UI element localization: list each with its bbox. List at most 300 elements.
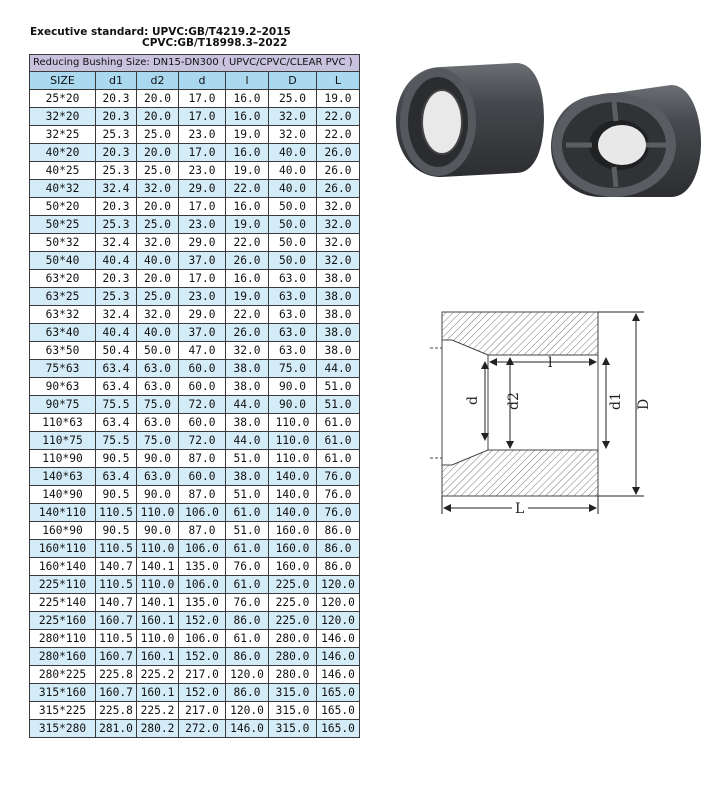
value-cell: 76.0 [226, 594, 269, 612]
size-cell: 160*90 [30, 522, 96, 540]
value-cell: 20.3 [96, 90, 137, 108]
value-cell: 90.0 [269, 396, 317, 414]
value-cell: 106.0 [179, 504, 226, 522]
value-cell: 280.2 [137, 720, 179, 738]
standard-line-1: Executive standard: UPVC:GB/T4219.2–2015 [30, 26, 291, 38]
standard-line-2: CPVC:GB/T18998.3–2022 [142, 37, 288, 49]
value-cell: 26.0 [317, 180, 360, 198]
value-cell: 25.0 [137, 126, 179, 144]
value-cell: 44.0 [226, 396, 269, 414]
value-cell: 160.1 [137, 612, 179, 630]
table-row [30, 558, 360, 576]
value-cell: 38.0 [317, 306, 360, 324]
value-cell: 23.0 [179, 126, 226, 144]
value-cell: 16.0 [226, 198, 269, 216]
value-cell: 17.0 [179, 90, 226, 108]
value-cell: 165.0 [317, 684, 360, 702]
value-cell: 120.0 [317, 612, 360, 630]
value-cell: 32.0 [137, 306, 179, 324]
value-cell: 110.5 [96, 576, 137, 594]
value-cell: 17.0 [179, 270, 226, 288]
table-row [30, 612, 360, 630]
value-cell: 20.0 [137, 108, 179, 126]
value-cell: 38.0 [317, 270, 360, 288]
size-cell: 280*160 [30, 648, 96, 666]
table-row [30, 288, 360, 306]
value-cell: 165.0 [317, 702, 360, 720]
value-cell: 22.0 [226, 234, 269, 252]
label-l: l [548, 355, 553, 371]
value-cell: 25.0 [137, 216, 179, 234]
table-row [30, 594, 360, 612]
value-cell: 72.0 [179, 432, 226, 450]
value-cell: 50.4 [96, 342, 137, 360]
value-cell: 146.0 [317, 630, 360, 648]
value-cell: 22.0 [226, 180, 269, 198]
value-cell: 160.7 [96, 612, 137, 630]
label-d: d [465, 396, 481, 405]
value-cell: 225.0 [269, 594, 317, 612]
value-cell: 76.0 [317, 486, 360, 504]
value-cell: 63.0 [269, 342, 317, 360]
column-header: D [269, 72, 317, 90]
value-cell: 146.0 [317, 666, 360, 684]
value-cell: 160.0 [269, 522, 317, 540]
table-row [30, 324, 360, 342]
table-row [30, 540, 360, 558]
value-cell: 40.4 [96, 324, 137, 342]
value-cell: 90.0 [137, 522, 179, 540]
value-cell: 61.0 [317, 450, 360, 468]
label-d1: d1 [608, 392, 624, 410]
value-cell: 38.0 [317, 288, 360, 306]
value-cell: 38.0 [226, 378, 269, 396]
table-row [30, 576, 360, 594]
value-cell: 225.0 [269, 612, 317, 630]
size-cell: 63*20 [30, 270, 96, 288]
value-cell: 217.0 [179, 666, 226, 684]
size-cell: 225*140 [30, 594, 96, 612]
value-cell: 25.0 [137, 288, 179, 306]
value-cell: 63.4 [96, 414, 137, 432]
table-row [30, 216, 360, 234]
size-cell: 40*25 [30, 162, 96, 180]
value-cell: 146.0 [226, 720, 269, 738]
dimension-L [442, 496, 598, 517]
value-cell: 25.3 [96, 216, 137, 234]
value-cell: 40.0 [269, 162, 317, 180]
size-cell: 63*50 [30, 342, 96, 360]
value-cell: 51.0 [226, 522, 269, 540]
value-cell: 63.0 [269, 306, 317, 324]
table-body [30, 90, 360, 738]
table-title: Reducing Bushing Size: DN15-DN300 ( UPVC/CPVC/CLEAR PVC ) [30, 55, 360, 72]
value-cell: 23.0 [179, 162, 226, 180]
label-D: D [636, 398, 652, 410]
value-cell: 75.5 [96, 396, 137, 414]
size-cell: 63*32 [30, 306, 96, 324]
value-cell: 225.2 [137, 702, 179, 720]
value-cell: 90.0 [269, 378, 317, 396]
value-cell: 38.0 [226, 414, 269, 432]
size-cell: 32*20 [30, 108, 96, 126]
value-cell: 22.0 [226, 306, 269, 324]
value-cell: 32.0 [317, 216, 360, 234]
value-cell: 225.8 [96, 702, 137, 720]
value-cell: 26.0 [317, 144, 360, 162]
table-row [30, 396, 360, 414]
value-cell: 29.0 [179, 234, 226, 252]
size-cell: 280*225 [30, 666, 96, 684]
value-cell: 19.0 [226, 216, 269, 234]
table-row [30, 486, 360, 504]
value-cell: 25.3 [96, 288, 137, 306]
value-cell: 20.3 [96, 108, 137, 126]
value-cell: 165.0 [317, 720, 360, 738]
value-cell: 140.0 [269, 486, 317, 504]
column-header: l [226, 72, 269, 90]
value-cell: 32.0 [317, 198, 360, 216]
value-cell: 75.0 [137, 396, 179, 414]
size-cell: 110*63 [30, 414, 96, 432]
value-cell: 51.0 [317, 378, 360, 396]
value-cell: 63.4 [96, 378, 137, 396]
value-cell: 146.0 [317, 648, 360, 666]
table-row [30, 126, 360, 144]
value-cell: 76.0 [317, 468, 360, 486]
value-cell: 152.0 [179, 648, 226, 666]
table-row [30, 720, 360, 738]
value-cell: 50.0 [269, 216, 317, 234]
size-cell: 50*25 [30, 216, 96, 234]
value-cell: 26.0 [317, 162, 360, 180]
table-row [30, 432, 360, 450]
value-cell: 280.0 [269, 666, 317, 684]
value-cell: 63.0 [137, 360, 179, 378]
size-cell: 25*20 [30, 90, 96, 108]
table-row [30, 630, 360, 648]
value-cell: 17.0 [179, 198, 226, 216]
column-header: L [317, 72, 360, 90]
size-cell: 110*90 [30, 450, 96, 468]
value-cell: 60.0 [179, 360, 226, 378]
value-cell: 106.0 [179, 630, 226, 648]
column-header: d2 [137, 72, 179, 90]
value-cell: 110.0 [269, 450, 317, 468]
value-cell: 60.0 [179, 378, 226, 396]
value-cell: 160.0 [269, 558, 317, 576]
value-cell: 44.0 [317, 360, 360, 378]
value-cell: 63.0 [269, 324, 317, 342]
value-cell: 37.0 [179, 252, 226, 270]
value-cell: 51.0 [226, 486, 269, 504]
value-cell: 50.0 [137, 342, 179, 360]
value-cell: 135.0 [179, 594, 226, 612]
value-cell: 315.0 [269, 720, 317, 738]
size-cell: 140*90 [30, 486, 96, 504]
product-photo [386, 55, 704, 200]
value-cell: 87.0 [179, 522, 226, 540]
value-cell: 76.0 [317, 504, 360, 522]
value-cell: 26.0 [226, 252, 269, 270]
value-cell: 38.0 [226, 468, 269, 486]
value-cell: 40.0 [137, 324, 179, 342]
value-cell: 140.7 [96, 594, 137, 612]
size-cell: 315*280 [30, 720, 96, 738]
value-cell: 86.0 [226, 648, 269, 666]
table-row [30, 234, 360, 252]
value-cell: 160.7 [96, 648, 137, 666]
value-cell: 90.0 [137, 486, 179, 504]
value-cell: 37.0 [179, 324, 226, 342]
value-cell: 16.0 [226, 90, 269, 108]
value-cell: 20.0 [137, 90, 179, 108]
value-cell: 160.1 [137, 648, 179, 666]
value-cell: 16.0 [226, 108, 269, 126]
value-cell: 61.0 [317, 432, 360, 450]
value-cell: 120.0 [317, 576, 360, 594]
value-cell: 17.0 [179, 144, 226, 162]
table-row [30, 684, 360, 702]
value-cell: 120.0 [317, 594, 360, 612]
value-cell: 25.3 [96, 162, 137, 180]
table-row [30, 414, 360, 432]
size-cell: 140*110 [30, 504, 96, 522]
value-cell: 20.3 [96, 198, 137, 216]
value-cell: 63.0 [269, 270, 317, 288]
size-cell: 50*20 [30, 198, 96, 216]
column-header: SIZE [30, 72, 96, 90]
value-cell: 90.5 [96, 522, 137, 540]
value-cell: 152.0 [179, 612, 226, 630]
table-row [30, 162, 360, 180]
size-cell: 40*32 [30, 180, 96, 198]
value-cell: 47.0 [179, 342, 226, 360]
dimension-d [465, 362, 485, 440]
value-cell: 160.0 [269, 540, 317, 558]
value-cell: 63.0 [137, 468, 179, 486]
value-cell: 106.0 [179, 576, 226, 594]
value-cell: 110.0 [137, 540, 179, 558]
table-row [30, 342, 360, 360]
table-row [30, 666, 360, 684]
table-row [30, 306, 360, 324]
value-cell: 225.0 [269, 576, 317, 594]
value-cell: 75.0 [269, 360, 317, 378]
value-cell: 63.4 [96, 360, 137, 378]
value-cell: 90.5 [96, 486, 137, 504]
value-cell: 26.0 [226, 324, 269, 342]
value-cell: 40.0 [269, 144, 317, 162]
fitting-left [396, 63, 544, 177]
value-cell: 40.0 [137, 252, 179, 270]
value-cell: 225.2 [137, 666, 179, 684]
value-cell: 23.0 [179, 216, 226, 234]
table-row [30, 252, 360, 270]
value-cell: 75.0 [137, 432, 179, 450]
value-cell: 120.0 [226, 702, 269, 720]
size-cell: 75*63 [30, 360, 96, 378]
size-cell: 110*75 [30, 432, 96, 450]
value-cell: 32.4 [96, 306, 137, 324]
size-cell: 50*32 [30, 234, 96, 252]
value-cell: 17.0 [179, 108, 226, 126]
executive-standard [30, 27, 360, 49]
value-cell: 61.0 [317, 414, 360, 432]
value-cell: 86.0 [317, 522, 360, 540]
size-cell: 225*110 [30, 576, 96, 594]
table-row [30, 702, 360, 720]
value-cell: 110.0 [269, 414, 317, 432]
spec-table [29, 54, 360, 738]
value-cell: 29.0 [179, 180, 226, 198]
size-cell: 40*20 [30, 144, 96, 162]
value-cell: 20.0 [137, 144, 179, 162]
value-cell: 19.0 [226, 162, 269, 180]
size-cell: 90*75 [30, 396, 96, 414]
table-row [30, 450, 360, 468]
value-cell: 110.5 [96, 630, 137, 648]
value-cell: 60.0 [179, 468, 226, 486]
table-row [30, 378, 360, 396]
value-cell: 152.0 [179, 684, 226, 702]
size-cell: 315*160 [30, 684, 96, 702]
value-cell: 90.5 [96, 450, 137, 468]
value-cell: 40.0 [269, 180, 317, 198]
table-row [30, 180, 360, 198]
size-cell: 63*25 [30, 288, 96, 306]
value-cell: 19.0 [226, 288, 269, 306]
value-cell: 135.0 [179, 558, 226, 576]
value-cell: 25.3 [96, 126, 137, 144]
value-cell: 16.0 [226, 270, 269, 288]
value-cell: 140.0 [269, 504, 317, 522]
value-cell: 110.0 [137, 630, 179, 648]
value-cell: 32.0 [269, 126, 317, 144]
table-row [30, 648, 360, 666]
value-cell: 22.0 [317, 126, 360, 144]
value-cell: 44.0 [226, 432, 269, 450]
value-cell: 63.0 [269, 288, 317, 306]
value-cell: 29.0 [179, 306, 226, 324]
value-cell: 25.0 [269, 90, 317, 108]
value-cell: 61.0 [226, 540, 269, 558]
label-L: L [515, 501, 525, 517]
value-cell: 160.7 [96, 684, 137, 702]
fitting-right [551, 85, 701, 197]
value-cell: 38.0 [226, 360, 269, 378]
table-row [30, 504, 360, 522]
value-cell: 90.0 [137, 450, 179, 468]
value-cell: 61.0 [226, 576, 269, 594]
value-cell: 63.0 [137, 414, 179, 432]
size-cell: 50*40 [30, 252, 96, 270]
value-cell: 32.4 [96, 180, 137, 198]
label-d2: d2 [506, 392, 522, 410]
column-header: d1 [96, 72, 137, 90]
value-cell: 32.0 [137, 234, 179, 252]
value-cell: 40.4 [96, 252, 137, 270]
value-cell: 20.3 [96, 270, 137, 288]
value-cell: 110.0 [137, 504, 179, 522]
value-cell: 32.0 [317, 234, 360, 252]
value-cell: 140.1 [137, 558, 179, 576]
value-cell: 86.0 [317, 540, 360, 558]
value-cell: 20.0 [137, 198, 179, 216]
value-cell: 315.0 [269, 702, 317, 720]
column-header: d [179, 72, 226, 90]
value-cell: 160.1 [137, 684, 179, 702]
value-cell: 32.0 [269, 108, 317, 126]
value-cell: 32.0 [226, 342, 269, 360]
value-cell: 19.0 [317, 90, 360, 108]
dimension-d2 [506, 358, 522, 448]
value-cell: 280.0 [269, 648, 317, 666]
value-cell: 225.8 [96, 666, 137, 684]
table-row [30, 198, 360, 216]
value-cell: 32.0 [317, 252, 360, 270]
table-row [30, 270, 360, 288]
value-cell: 61.0 [226, 504, 269, 522]
value-cell: 75.5 [96, 432, 137, 450]
value-cell: 76.0 [226, 558, 269, 576]
value-cell: 110.0 [269, 432, 317, 450]
size-cell: 315*225 [30, 702, 96, 720]
table-row [30, 90, 360, 108]
value-cell: 110.5 [96, 504, 137, 522]
table-row [30, 360, 360, 378]
value-cell: 51.0 [317, 396, 360, 414]
dimension-l [490, 355, 596, 371]
value-cell: 315.0 [269, 684, 317, 702]
value-cell: 38.0 [317, 342, 360, 360]
size-cell: 63*40 [30, 324, 96, 342]
table-header-row [30, 72, 360, 90]
value-cell: 63.0 [137, 378, 179, 396]
value-cell: 86.0 [226, 684, 269, 702]
value-cell: 140.0 [269, 468, 317, 486]
value-cell: 281.0 [96, 720, 137, 738]
value-cell: 120.0 [226, 666, 269, 684]
value-cell: 110.5 [96, 540, 137, 558]
value-cell: 32.0 [137, 180, 179, 198]
value-cell: 38.0 [317, 324, 360, 342]
value-cell: 280.0 [269, 630, 317, 648]
value-cell: 106.0 [179, 540, 226, 558]
size-cell: 90*63 [30, 378, 96, 396]
size-cell: 160*110 [30, 540, 96, 558]
value-cell: 217.0 [179, 702, 226, 720]
size-cell: 140*63 [30, 468, 96, 486]
value-cell: 20.0 [137, 270, 179, 288]
value-cell: 51.0 [226, 450, 269, 468]
technical-drawing [430, 300, 652, 522]
value-cell: 63.4 [96, 468, 137, 486]
value-cell: 22.0 [317, 108, 360, 126]
value-cell: 61.0 [226, 630, 269, 648]
value-cell: 20.3 [96, 144, 137, 162]
value-cell: 50.0 [269, 198, 317, 216]
size-cell: 32*25 [30, 126, 96, 144]
value-cell: 50.0 [269, 252, 317, 270]
value-cell: 60.0 [179, 414, 226, 432]
value-cell: 140.1 [137, 594, 179, 612]
size-cell: 160*140 [30, 558, 96, 576]
dimension-d1 [606, 358, 624, 448]
value-cell: 16.0 [226, 144, 269, 162]
value-cell: 140.7 [96, 558, 137, 576]
value-cell: 86.0 [226, 612, 269, 630]
